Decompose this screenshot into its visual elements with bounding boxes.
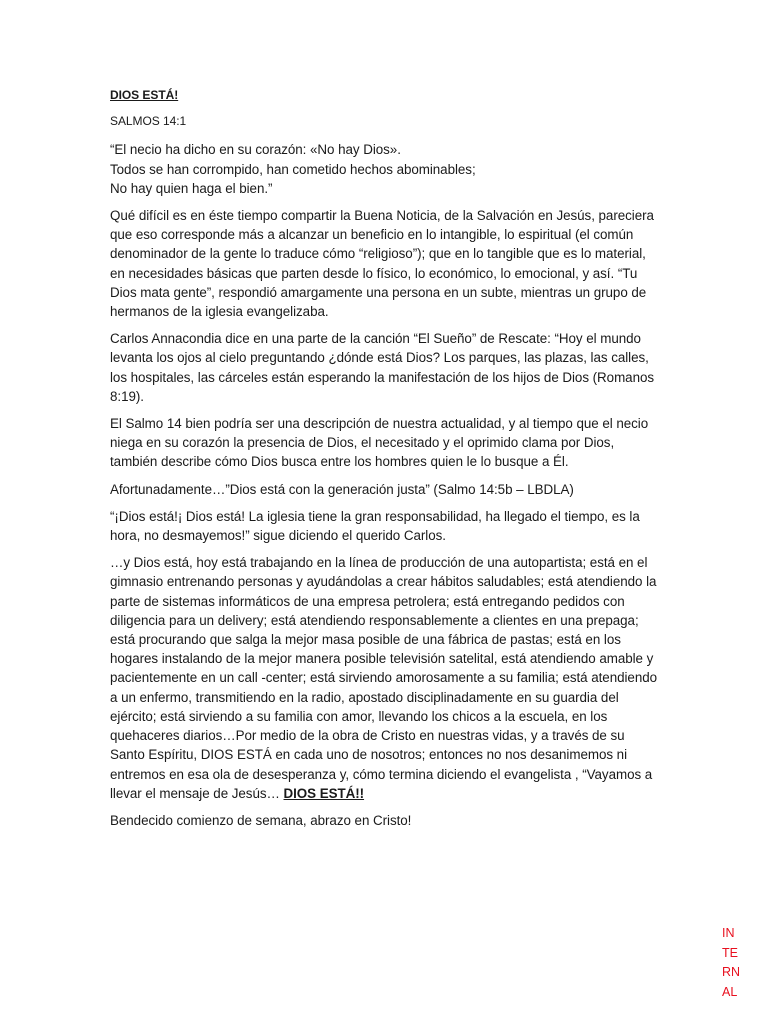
paragraph-dios-esta-quote: “¡Dios está!¡ Dios está! La iglesia tiene la gran responsabilidad, ha llegado el tiempo, es la hora, no desmayemos!” sigue diciendo el querido Carlos.: [110, 508, 640, 544]
paragraph-annacondia: Carlos Annacondia dice en una parte de la canción “El Sueño” de Rescate: “Hoy el mundo levanta los ojos al cielo preguntando ¿dónde está Dios? Los parques, las plazas, las calles, los hospitales, las cárceles están esperando la manifestación de los hijos de Dios (Romanos 8:19).: [110, 331, 655, 404]
paragraph-afortunadamente: Afortunadamente…”Dios está con la generación justa” (Salmo 14:5b – LBDLA): [110, 481, 574, 497]
stamp-line: IN: [722, 926, 735, 940]
verse-line: Todos se han corrompido, han cometido hechos abominables;: [110, 161, 476, 177]
document-body: [110, 86, 660, 838]
closing-line: Bendecido comienzo de semana, abrazo en Cristo!: [110, 812, 412, 828]
emphasis-dios-esta: DIOS ESTÁ!!: [283, 785, 365, 801]
paragraph-salmo-14: El Salmo 14 bien podría ser una descripción de nuestra actualidad, y al tiempo que el necio niega en su corazón la presencia de Dios, el necesitado y el oprimido clama por Dios, también describe cómo Dios busca entre los hombres quien le lo busque a Él.: [110, 416, 649, 470]
verse-line: No hay quien haga el bien.”: [110, 180, 273, 196]
verse-block: [110, 140, 660, 198]
stamp-line: TE: [722, 945, 738, 960]
paragraph-text: …y Dios está, hoy está trabajando en la línea de producción de una autopartista; está en el gimnasio entrenando personas y ayudándolas a crear hábitos saludables; está atendiendo la parte de sistemas informáticos de una empresa petrolera; está entregando pedidos con diligencia para un delivery; está atendiendo responsablemente a clientes en una prepaga; está procurando que salga la mejor masa posible de una fábrica de pastas; está en los hogares instalando de la mejor manera posible televisión satelital, está atendiendo amable y pacientemente en un call -center; está sirviendo amorosamente a su familia; está atendiendo a un enfermo, transmitiendo en la radio, apostado disciplinadamente en su guardia del ejército; está sirviendo a su familia con amor, llevando los chicos a la escuela, en los quehaceres diarios…Por medio de la obra de Cristo en nuestras vidas, y a través de su Santo Espíritu, DIOS ESTÁ en cada uno de nosotros; entonces no nos desanimemos ni entremos en esa ola de desesperanza y, cómo termina diciendo el evangelista , “Vayamos a llevar el mensaje de Jesús…: [110, 555, 658, 801]
document-title: DIOS ESTÁ!: [110, 88, 179, 102]
paragraph-dios-trabajando: [110, 553, 660, 803]
scripture-reference: SALMOS 14:1: [110, 114, 187, 129]
internal-classification-stamp: [722, 924, 752, 1002]
stamp-line: AL: [722, 984, 738, 999]
stamp-line: RN: [722, 965, 741, 979]
paragraph-intro: Qué difícil es en éste tiempo compartir la Buena Noticia, de la Salvación en Jesús, pareciera que eso corresponde más a alcanzar un beneficio en lo intangible, lo espiritual (el común denominador de la gente lo traduce cómo “religioso”); que en lo tangible que es lo material, en necesidades básicas que parten desde lo físico, lo económico, lo emocional, y así. “Tu Dios mata gente”, respondió amargamente una persona en un subte, mientras un grupo de hermanos de la iglesia evangelizaba.: [110, 208, 654, 320]
verse-line: “El necio ha dicho en su corazón: «No hay Dios».: [110, 142, 401, 158]
